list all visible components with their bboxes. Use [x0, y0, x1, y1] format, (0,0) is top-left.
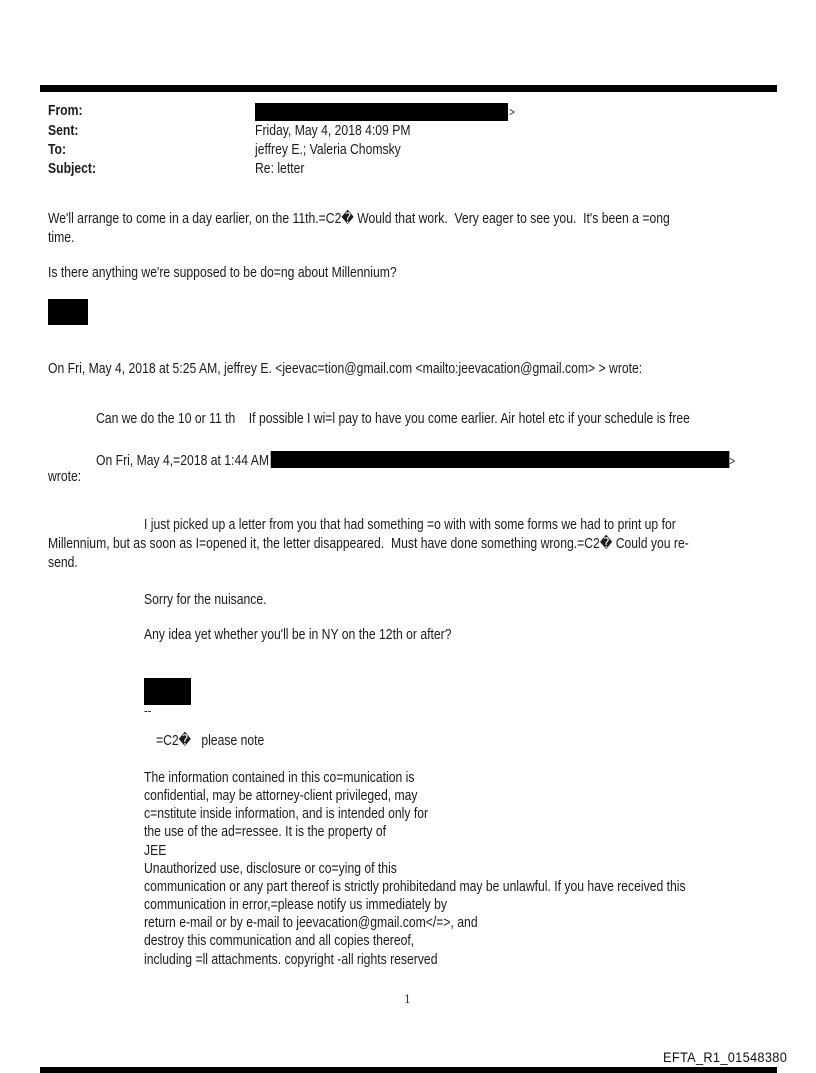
bates-stamp: EFTA_R1_01548380 [663, 1050, 788, 1065]
quoted-reply-line: Can we do the 10 or 11 th If possible I wi=l pay to have you come earlier. Air hotel etc if your schedule is free [96, 411, 690, 427]
from-value-redaction [255, 103, 508, 121]
sent-label: Sent: [48, 123, 79, 139]
nuisance-line: Sorry for the nuisance. [144, 592, 267, 608]
disclaimer-line: The information contained in this co=munication is [144, 770, 415, 786]
disclaimer-line: confidential, may be attorney-client privileged, may [144, 788, 418, 804]
to-value: jeffrey E.; Valeria Chomsky [255, 142, 401, 158]
disclaimer-line: c=nstitute inside information, and is intended only for [144, 806, 429, 822]
quote2-prefix-text: On Fri, May 4,=2018 at 1:44 AM [96, 453, 269, 469]
disclaimer-line: the use of the ad=ressee. It is the property of [144, 824, 387, 840]
sender-redaction-bar [271, 451, 730, 468]
quote2-after-mark: > [729, 454, 736, 468]
page-number: 1 [404, 993, 411, 1006]
wrote-line: wrote: [48, 469, 82, 485]
quoted-reply-intro2-line [96, 451, 735, 470]
subject-label: Subject: [48, 161, 97, 177]
disclaimer-line: including =ll attachments. copyright -all rights reserved [144, 952, 438, 968]
please-note-line: =C2� please note [156, 733, 265, 749]
signature-dashes: -- [144, 703, 152, 718]
signature-redaction-box [48, 299, 88, 325]
body-paragraph-line: We'll arrange to come in a day earlier, on the 11th.=C2� Would that work. Very eager to see you. It's been a =ong [48, 211, 670, 227]
disclaimer-line: communication or any part thereof is strictly prohibitedand may be unlawful. If you have received this [144, 879, 686, 895]
sent-value: Friday, May 4, 2018 4:09 PM [255, 123, 411, 139]
top-separator-bar [40, 85, 777, 92]
to-label: To: [48, 142, 67, 158]
signature-redaction-box-2 [144, 678, 191, 705]
body-paragraph-line: time. [48, 230, 75, 246]
subject-value: Re: letter [255, 161, 305, 177]
disclaimer-line: communication in error,=please notify us immediately by [144, 897, 447, 913]
from-label: From: [48, 103, 83, 119]
millennium-question-line: Is there anything we're supposed to be do=ng about Millennium? [48, 265, 397, 281]
disclaimer-line: JEE [144, 843, 167, 859]
bottom-separator-bar [40, 1067, 777, 1073]
quoted-reply-intro-line: On Fri, May 4, 2018 at 5:25 AM, jeffrey E. <jeevac=tion@gmail.com <mailto:jeevacation@gmail.com> > wrote: [48, 361, 643, 377]
ny-question-line: Any idea yet whether you'll be in NY on the 12th or after? [144, 627, 452, 643]
from-after-mark: > [509, 105, 515, 119]
letter-paragraph-line: Millennium, but as soon as I=opened it, the letter disappeared. Must have done something wrong.=C2� Could you re- [48, 536, 689, 552]
disclaimer-line: destroy this communication and all copies thereof, [144, 933, 415, 949]
disclaimer-line: return e-mail or by e-mail to jeevacation@gmail.com</=>, and [144, 915, 478, 931]
disclaimer-line: Unauthorized use, disclosure or co=ying of this [144, 861, 397, 877]
letter-paragraph-line: I just picked up a letter from you that had something =o with with some forms we had to print up for [144, 517, 676, 533]
letter-paragraph-line: send. [48, 555, 78, 571]
